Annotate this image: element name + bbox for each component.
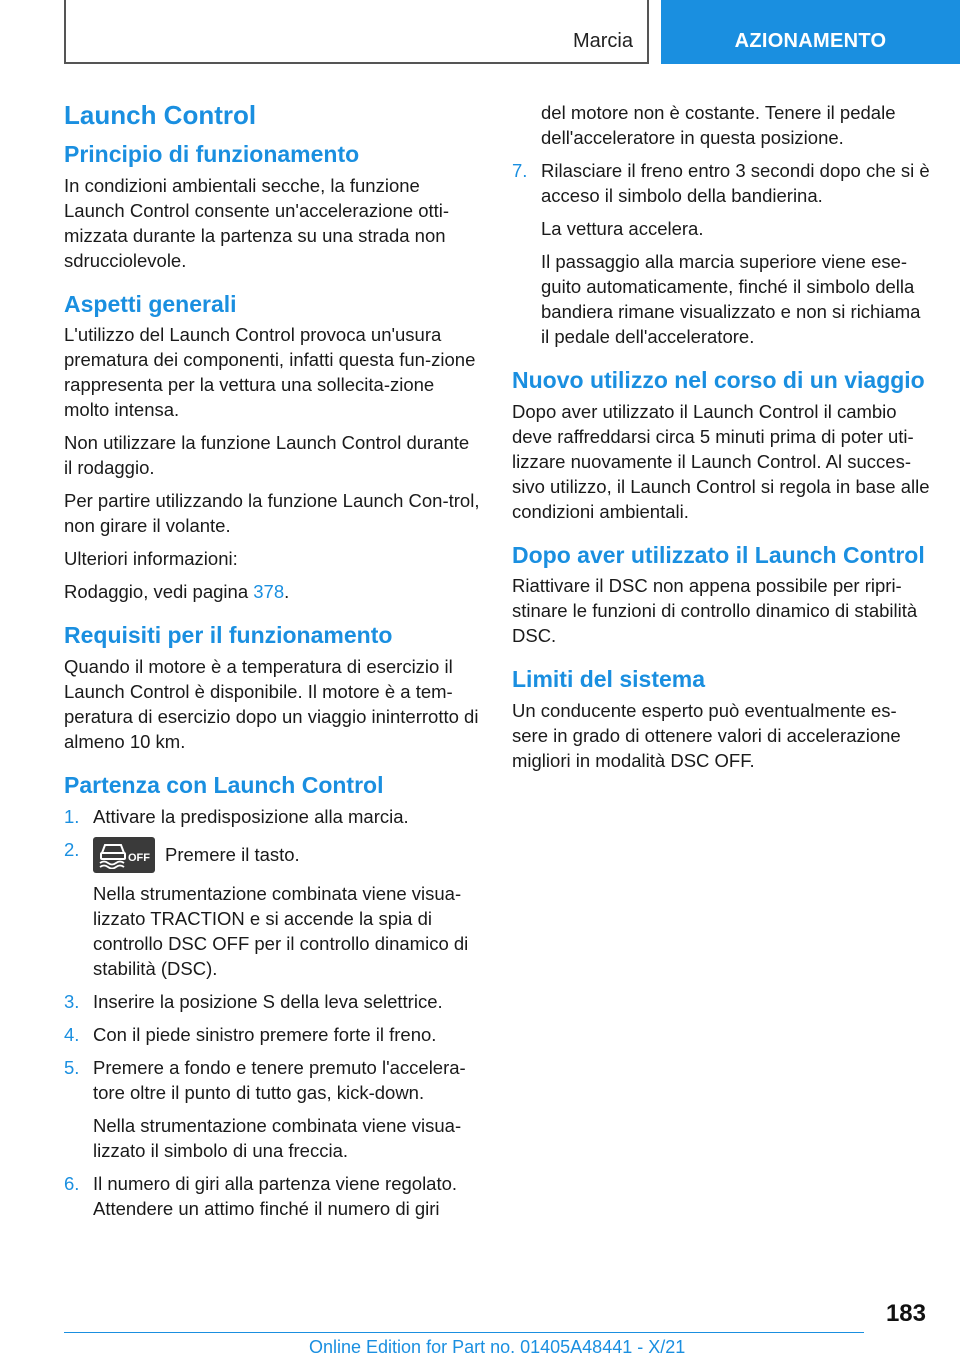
paragraph-aspetti-2: Non utilizzare la funzione Launch Control durante il rodaggio.	[64, 432, 470, 479]
list-item	[64, 837, 482, 981]
step-number: 1.	[64, 805, 80, 827]
paragraph-dopo: Riattivare il DSC non appena possibile per ripri-stinare le funzioni di controllo dinamico di stabilità DSC.	[512, 575, 918, 647]
paragraph-aspetti-3: Per partire utilizzando la funzione Launch Con-trol, non girare il volante.	[64, 490, 480, 537]
list-item	[64, 989, 482, 1014]
paragraph-aspetti-4: Ulteriori informazioni:	[64, 548, 238, 570]
rodaggio-text: Rodaggio, vedi pagina	[64, 581, 254, 603]
paragraph-requisiti: Quando il motore è a temperatura di esercizio il Launch Control è disponibile. Il motore è a tem-peratura di esercizio dopo un viaggio ininterrotto di almeno 10 km.	[64, 655, 479, 752]
left-column	[64, 100, 482, 1229]
heading-dopo: Dopo aver utilizzato il Launch Control	[512, 541, 925, 568]
header-chapter-title: AZIONAMENTO	[734, 30, 887, 52]
step-text	[93, 837, 482, 873]
heading-requisiti: Requisiti per il funzionamento	[64, 622, 393, 649]
step-text-label: Premere il tasto.	[165, 843, 300, 865]
footer-divider	[64, 1332, 864, 1333]
page-title: Launch Control	[64, 100, 257, 130]
page-number: 183	[885, 1300, 926, 1327]
step-subtext: La vettura accelera.	[541, 218, 704, 239]
step-text: Inserire la posizione S della leva selettrice.	[93, 990, 443, 1012]
header-chapter-tab[interactable]	[661, 0, 960, 64]
heading-partenza: Partenza con Launch Control	[64, 771, 384, 798]
header-section-box	[64, 0, 649, 64]
heading-nuovo: Nuovo utilizzo nel corso di un viaggio	[512, 367, 925, 393]
step-number: 2.	[64, 838, 80, 860]
step-text: Il numero di giri alla partenza viene regolato. Attendere un attimo finché il numero di giri	[93, 1172, 458, 1219]
paragraph-principio: In condizioni ambientali secche, la funzione Launch Control consente un'accelerazione otti-mizzata durante la partenza su una strada non sdrucciolevole.	[64, 174, 450, 271]
paragraph-aspetti-1: L'utilizzo del Launch Control provoca un'usura prematura dei componenti, infatti questa fun-zione rappresenta per la vettura una sollecita-zione molto intensa.	[64, 324, 476, 421]
step-text: Rilasciare il freno entro 3 secondi dopo che si è acceso il simbolo della bandierina.	[541, 160, 930, 206]
steps-list-continued	[512, 158, 930, 349]
list-item	[64, 1022, 482, 1047]
list-item	[512, 158, 930, 349]
paragraph-aspetti-5	[64, 579, 482, 604]
heading-principio: Principio di funzionamento	[64, 141, 360, 168]
step-number: 6.	[64, 1172, 80, 1194]
paragraph-limiti: Un conducente esperto può eventualmente es-sere in grado di ottenere valori di accelerazione migliori in modalità DSC OFF.	[512, 699, 901, 771]
list-item	[64, 804, 482, 829]
dsc-off-button-icon	[93, 837, 155, 873]
header-section-title: Marcia	[572, 30, 633, 52]
dsc-off-label: OFF	[128, 851, 150, 864]
step-text: Con il piede sinistro premere forte il freno.	[93, 1023, 437, 1045]
list-item	[64, 1171, 482, 1221]
step-subtext: Il passaggio alla marcia superiore viene ese-guito automaticamente, finché il simbolo della bandiera rimane visualizzato e non si richiama il pedale dell'acceleratore.	[541, 251, 921, 347]
step-text: Attivare la predisposizione alla marcia.	[93, 805, 409, 827]
step-number: 3.	[64, 990, 80, 1012]
heading-aspetti: Aspetti generali	[64, 290, 237, 317]
step-6-continuation: del motore non è costante. Tenere il pedale dell'acceleratore in questa posizione.	[541, 102, 896, 148]
heading-limiti: Limiti del sistema	[512, 666, 706, 693]
step-text: Premere a fondo e tenere premuto l'accelera-tore oltre il punto di tutto gas, kick-down.	[93, 1056, 466, 1103]
step-subtext: Nella strumentazione combinata viene visua-lizzato TRACTION e si accende la spia di controllo DSC OFF per il controllo dinamico di stabilità (DSC).	[93, 882, 469, 979]
rodaggio-suffix: .	[284, 581, 290, 603]
step-subtext: Nella strumentazione combinata viene visua-lizzato il simbolo di una freccia.	[93, 1114, 462, 1161]
step-number: 7.	[512, 160, 528, 181]
steps-list	[64, 804, 482, 1221]
step-number: 4.	[64, 1023, 80, 1045]
list-item	[64, 1055, 482, 1163]
step-number: 5.	[64, 1056, 80, 1078]
page-link-378[interactable]: 378	[253, 581, 285, 603]
paragraph-nuovo: Dopo aver utilizzato il Launch Control il cambio deve raffreddarsi circa 5 minuti prima di poter uti-lizzare nuovamente il Launch Control. Al succes-sivo utilizzo, il Launch Control si regola in base alle condizioni ambientali.	[512, 400, 930, 522]
footer-edition[interactable]: Online Edition for Part no. 01405A48441 - X/21	[309, 1337, 686, 1357]
right-column	[512, 100, 930, 781]
